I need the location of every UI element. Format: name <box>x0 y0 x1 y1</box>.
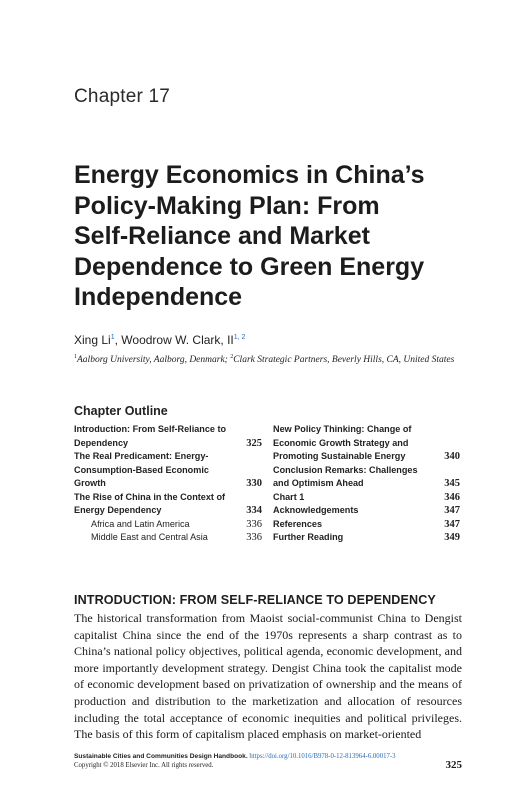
chapter-label: Chapter 17 <box>74 86 171 107</box>
chapter-title-line: Policy-Making Plan: From <box>74 191 380 220</box>
author-name[interactable]: Xing Li <box>74 333 111 347</box>
outline-entry[interactable] <box>74 504 262 518</box>
outline-entry[interactable] <box>273 450 460 464</box>
chapter-title-line: Energy Economics in China’s <box>74 161 425 189</box>
outline-entry-text: Middle East and Central Asia <box>91 532 208 542</box>
outline-entry[interactable] <box>74 423 262 437</box>
outline-entry[interactable] <box>273 437 460 451</box>
chapter-title-line: Dependence to Green Energy <box>74 252 425 281</box>
affiliation-marker[interactable]: 1, 2 <box>233 334 246 341</box>
outline-entry-text: Consumption-Based Economic <box>74 464 209 475</box>
outline-entry-text: References <box>273 518 323 529</box>
copyright-notice: Copyright © 2018 Elsevier Inc. All rights reserved. <box>74 762 214 769</box>
outline-entry-text: The Rise of China in the Context of <box>74 491 226 502</box>
outline-entry-text: The Real Predicament: Energy- <box>74 451 209 461</box>
outline-entry-text: Promoting Sustainable Energy <box>273 451 406 461</box>
outline-entry-text: Conclusion Remarks: Challenges <box>273 464 418 475</box>
outline-heading: Chapter Outline <box>74 404 168 418</box>
outline-entry[interactable] <box>74 477 262 491</box>
outline-entry[interactable] <box>273 491 460 505</box>
author-name[interactable]: Woodrow W. Clark, II <box>121 333 234 347</box>
authors-line <box>74 333 245 347</box>
outline-page-number: 336 <box>246 532 262 543</box>
outline-page-number: 330 <box>246 478 262 489</box>
doi-link[interactable]: https://doi.org/10.1016/B978-0-12-813964-6.00017-3 <box>249 753 396 760</box>
chapter-title-line: Self-Reliance and Market <box>74 222 370 250</box>
outline-entry-text: Africa and Latin America <box>91 518 190 529</box>
outline-entry[interactable] <box>273 464 460 478</box>
author-separator: , <box>114 333 122 347</box>
outline-page-number: 336 <box>246 518 262 530</box>
outline-entry[interactable] <box>273 504 460 518</box>
journal-name: Sustainable Cities and Communities Design Handbook. <box>74 753 248 760</box>
outline-column-right <box>273 423 460 545</box>
outline-entry[interactable] <box>74 491 262 505</box>
outline-entry-text: Growth <box>74 478 106 488</box>
chapter-title <box>74 160 494 313</box>
affiliation-text: Clark Strategic Partners, Beverly Hills, CA, United States <box>233 355 455 366</box>
affiliation-number: 1 <box>74 354 77 360</box>
affiliation-text: Aalborg University, Aalborg, Denmark; <box>77 355 231 366</box>
outline-entry-text: New Policy Thinking: Change of <box>273 424 412 434</box>
citation-line <box>74 752 462 761</box>
outline-page-number: 349 <box>444 532 460 543</box>
body-paragraph: The historical transformation from Maoist social-communist China to Dengist capitalist China since the end of the 1970s represents a sharp contrast as to China’s national policy objectives, political agenda, economic development, and more importantly development strategy. Dengist China took the capitalist mode of economic development based on privatization of ownership and the means of production and distribution to the marketization and allocation of resources including the total acceptance of economic inequities and political privileges. The basis of this form of capitalism placed emphasis on market-oriented <box>74 611 462 742</box>
outline-entry[interactable] <box>74 437 262 451</box>
outline-entry-text: Dependency <box>74 437 129 448</box>
outline-page-number: 347 <box>444 505 460 516</box>
outline-column-left <box>74 423 262 545</box>
affiliation-marker[interactable]: 1 <box>110 334 115 341</box>
outline-subentry[interactable] <box>74 531 262 545</box>
outline-entry-text: and Optimism Ahead <box>273 478 364 488</box>
affiliations <box>74 351 464 367</box>
outline-page-number: 347 <box>444 518 460 530</box>
outline-entry[interactable] <box>74 450 262 464</box>
outline-entry-text: Further Reading <box>273 532 344 542</box>
outline-entry[interactable] <box>273 518 460 532</box>
affiliation-number: 2 <box>230 354 234 360</box>
outline-page-number: 325 <box>246 437 262 449</box>
page-number: 325 <box>445 759 462 771</box>
outline-entry[interactable] <box>273 531 460 545</box>
outline-entry-text: Energy Dependency <box>74 505 162 515</box>
outline-entry-text: Acknowledgements <box>273 505 359 515</box>
outline-entry[interactable] <box>74 464 262 478</box>
outline-subentry[interactable] <box>74 518 262 532</box>
page-footer <box>74 752 462 770</box>
outline-page-number: 346 <box>444 491 460 503</box>
outline-page-number: 345 <box>444 478 460 489</box>
outline-entry-text: Economic Growth Strategy and <box>273 437 409 448</box>
outline-entry[interactable] <box>273 477 460 491</box>
chapter-title-line: Independence <box>74 283 243 311</box>
outline-page-number: 340 <box>444 451 460 462</box>
section-heading: INTRODUCTION: FROM SELF-RELIANCE TO DEPENDENCY <box>74 593 436 607</box>
outline-page-number: 334 <box>246 505 262 516</box>
outline-entry-text: Chart 1 <box>273 491 305 502</box>
outline-entry-text: Introduction: From Self-Reliance to <box>74 424 227 434</box>
outline-entry[interactable] <box>273 423 460 437</box>
